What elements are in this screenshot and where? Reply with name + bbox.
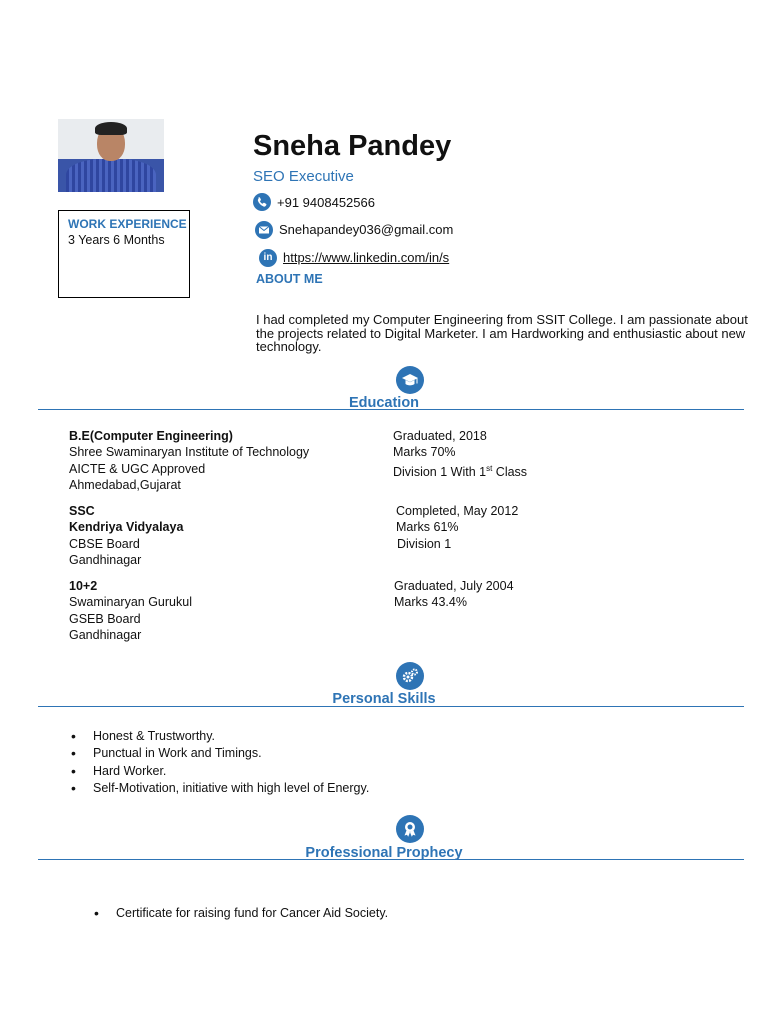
work-experience-title: WORK EXPERIENCE [68, 217, 187, 231]
prophecy-list [92, 906, 388, 923]
education-entry-ssc [69, 503, 183, 568]
graduation-cap-icon [396, 366, 424, 394]
marks: Marks 61% [396, 520, 459, 535]
about-text: I had completed my Computer Engineering from SSIT College. I am passionate about the projects related to Digital Marketer. I am Hardworking and enthusiastic about new technology. [256, 312, 748, 354]
location: Gandhinagar [69, 552, 142, 567]
list-item: • Hard Worker. [69, 764, 369, 781]
institution: Shree Swaminaryan Institute of Technology [69, 445, 310, 460]
phone-number: +91 9408452566 [277, 195, 375, 210]
board: GSEB Board [69, 611, 141, 626]
education-title: Education [348, 395, 420, 411]
skills-divider [38, 706, 744, 707]
education-result-be [393, 428, 527, 480]
linkedin-link[interactable]: https://www.linkedin.com/in/s [283, 250, 450, 265]
institution: Swaminaryan Gurukul [69, 595, 192, 610]
education-divider [38, 409, 744, 410]
email-address[interactable]: Snehapandey036@gmail.com [279, 222, 454, 237]
award-icon [396, 815, 424, 843]
graduation-status: Graduated, July 2004 [394, 579, 514, 593]
work-experience-box [58, 210, 190, 298]
profile-photo [58, 119, 164, 192]
degree-name: SSC [69, 504, 95, 518]
education-result-hsc [394, 578, 514, 611]
gears-icon [396, 662, 424, 690]
prophecy-title: Professional Prophecy [305, 845, 463, 861]
degree-name: B.E(Computer Engineering) [69, 429, 233, 443]
phone-icon [253, 193, 271, 211]
list-item: • Certificate for raising fund for Cancer Aid Society. [92, 906, 388, 923]
education-result-ssc [396, 503, 518, 552]
education-entry-hsc [69, 578, 192, 643]
prophecy-divider [38, 859, 744, 860]
division-text: Division 1 With 1 [393, 464, 487, 479]
candidate-role: SEO Executive [253, 168, 354, 185]
marks: Marks 70% [393, 445, 456, 460]
graduation-status: Completed, May 2012 [396, 504, 519, 518]
about-title: ABOUT ME [256, 272, 323, 286]
skills-title: Personal Skills [332, 691, 436, 707]
division-superscript: st [486, 463, 493, 473]
candidate-name: Sneha Pandey [253, 130, 452, 162]
division [393, 461, 527, 480]
division: Division 1 [397, 536, 452, 551]
marks: Marks 43.4% [394, 595, 467, 610]
email-icon [255, 221, 273, 239]
skills-list [69, 729, 369, 798]
list-item: • Punctual in Work and Timings. [69, 746, 369, 763]
linkedin-icon: in [259, 249, 277, 267]
work-experience-value: 3 Years 6 Months [68, 233, 165, 247]
institution: Kendriya Vidyalaya [69, 520, 184, 535]
degree-name: 10+2 [69, 579, 98, 593]
graduation-status: Graduated, 2018 [393, 429, 487, 443]
division-suffix: Class [492, 464, 528, 479]
list-item: • Self-Motivation, initiative with high level of Energy. [69, 781, 369, 798]
approval: AICTE & UGC Approved [69, 461, 206, 476]
list-item: • Honest & Trustworthy. [69, 729, 369, 746]
location: Gandhinagar [69, 627, 142, 642]
education-entry-be [69, 428, 309, 493]
board: CBSE Board [69, 536, 140, 551]
location: Ahmedabad,Gujarat [69, 477, 181, 492]
